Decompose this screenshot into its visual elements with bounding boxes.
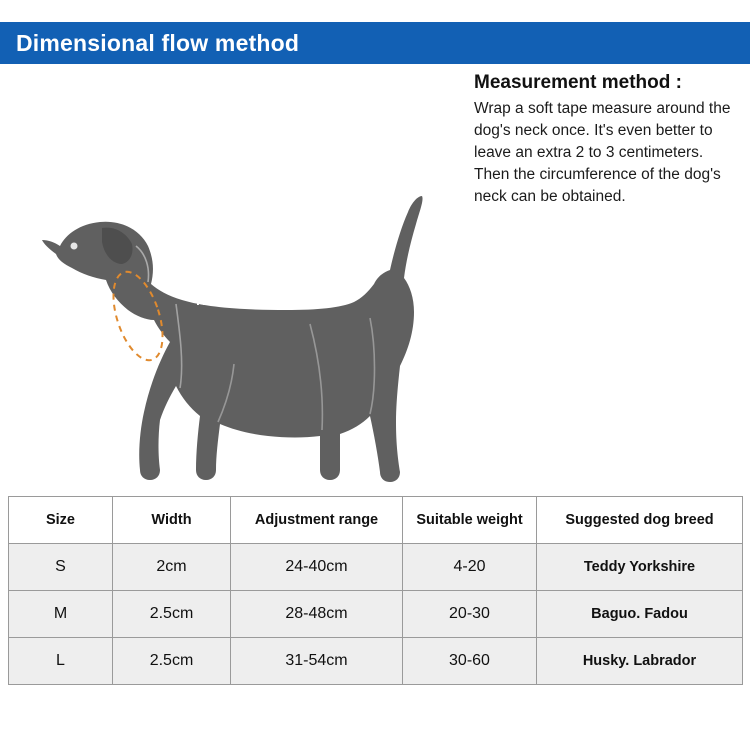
table-cell-breed: Husky. Labrador: [537, 638, 743, 685]
table-header-cell: Suitable weight: [403, 497, 537, 544]
table-header-row: [9, 497, 743, 544]
table-cell-width: 2.5cm: [113, 591, 231, 638]
table-cell-breed: Baguo. Fadou: [537, 591, 743, 638]
measurement-body: Wrap a soft tape measure around the dog's neck once. It's even better to leave an extra 2 to 3 centimeters. Then the circumference of the dog's neck can be obtained.: [474, 100, 731, 205]
neck-label: NECK: [196, 292, 243, 309]
table-cell-breed: Teddy Yorkshire: [537, 544, 743, 591]
table-cell-weight: 20-30: [403, 591, 537, 638]
table-cell-weight: 30-60: [403, 638, 537, 685]
table-cell-weight: 4-20: [403, 544, 537, 591]
size-table: [8, 496, 743, 685]
table-header-cell: Suggested dog breed: [537, 497, 743, 544]
table-cell-adjustment: 24-40cm: [231, 544, 403, 591]
measurement-title: Measurement method :: [474, 72, 682, 93]
table-cell-width: 2cm: [113, 544, 231, 591]
table-header-cell: Width: [113, 497, 231, 544]
table-cell-adjustment: 28-48cm: [231, 591, 403, 638]
header-bar: [0, 22, 750, 64]
dog-silhouette-icon: [18, 104, 468, 504]
table-header-cell: Adjustment range: [231, 497, 403, 544]
table-cell-size: L: [9, 638, 113, 685]
table-row: [9, 544, 743, 591]
table-row: [9, 638, 743, 685]
page-title: Dimensional flow method: [16, 29, 300, 56]
measurement-method-block: [474, 72, 736, 208]
table-cell-width: 2.5cm: [113, 638, 231, 685]
table-row: [9, 591, 743, 638]
table-cell-size: S: [9, 544, 113, 591]
size-table-wrapper: [8, 496, 742, 685]
table-cell-size: M: [9, 591, 113, 638]
table-header-cell: Size: [9, 497, 113, 544]
table-cell-adjustment: 31-54cm: [231, 638, 403, 685]
